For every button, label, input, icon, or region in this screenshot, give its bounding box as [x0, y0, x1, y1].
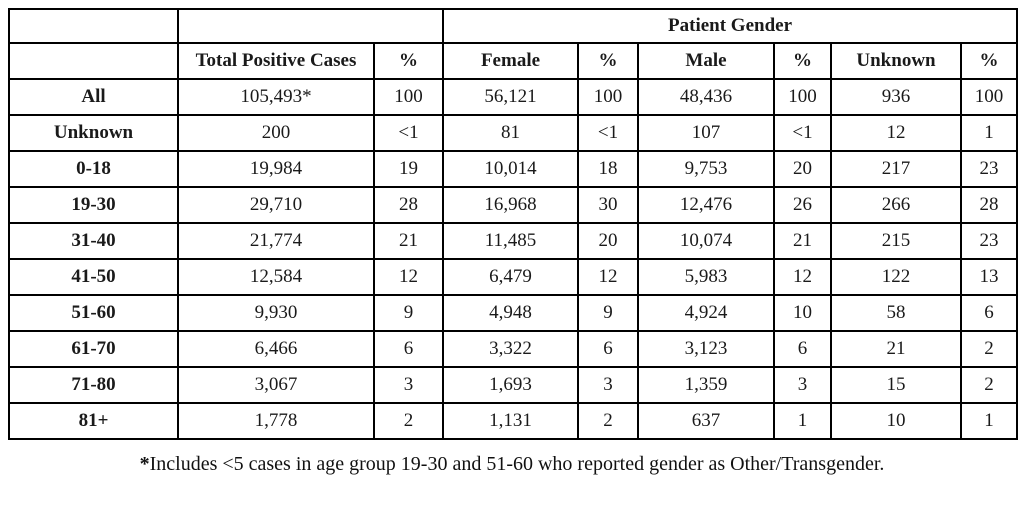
group-header-row: [9, 9, 1017, 43]
data-cell: 6: [961, 295, 1017, 331]
data-cell: 2: [374, 403, 443, 439]
data-cell: 6: [774, 331, 831, 367]
data-cell: 3,123: [638, 331, 774, 367]
col-header-male: Male: [638, 43, 774, 79]
table-row-19-30: [9, 187, 1017, 223]
data-cell: 29,710: [178, 187, 374, 223]
data-cell: 6: [374, 331, 443, 367]
row-label: 31-40: [9, 223, 178, 259]
data-cell: 10: [774, 295, 831, 331]
data-cell: 9: [578, 295, 638, 331]
data-cell: 1,778: [178, 403, 374, 439]
data-cell: 19: [374, 151, 443, 187]
col-header-unknown-pct: %: [961, 43, 1017, 79]
corner-cell-total: [178, 9, 443, 43]
col-header-male-pct: %: [774, 43, 831, 79]
data-cell: 3: [374, 367, 443, 403]
row-label: All: [9, 79, 178, 115]
data-cell: 6,479: [443, 259, 578, 295]
data-cell: 56,121: [443, 79, 578, 115]
footnote-text: Includes <5 cases in age group 19-30 and 51-60 who reported gender as Other/Transgender.: [149, 453, 885, 475]
data-cell: 9: [374, 295, 443, 331]
data-cell: 21: [774, 223, 831, 259]
data-cell: 3,322: [443, 331, 578, 367]
data-cell: 1: [774, 403, 831, 439]
table-row-61-70: [9, 331, 1017, 367]
row-label: Unknown: [9, 115, 178, 151]
data-cell: 100: [578, 79, 638, 115]
data-cell: 266: [831, 187, 961, 223]
data-cell: 81: [443, 115, 578, 151]
data-cell: 18: [578, 151, 638, 187]
data-cell: 12: [578, 259, 638, 295]
data-cell: 20: [774, 151, 831, 187]
data-cell: 12: [374, 259, 443, 295]
data-cell: 3: [774, 367, 831, 403]
table-row-81plus: [9, 403, 1017, 439]
data-cell: 13: [961, 259, 1017, 295]
col-header-unknown: Unknown: [831, 43, 961, 79]
data-cell: 10,014: [443, 151, 578, 187]
data-cell: 12: [831, 115, 961, 151]
data-cell: 30: [578, 187, 638, 223]
data-cell: 12,476: [638, 187, 774, 223]
data-cell: 6: [578, 331, 638, 367]
data-cell: 2: [961, 367, 1017, 403]
column-header-row: [9, 43, 1017, 79]
data-cell: 21,774: [178, 223, 374, 259]
data-cell: 15: [831, 367, 961, 403]
table-row-71-80: [9, 367, 1017, 403]
data-cell: 100: [774, 79, 831, 115]
data-cell: 3,067: [178, 367, 374, 403]
data-cell: 217: [831, 151, 961, 187]
row-label: 41-50: [9, 259, 178, 295]
data-cell: 21: [831, 331, 961, 367]
data-cell: 9,930: [178, 295, 374, 331]
table-row-41-50: [9, 259, 1017, 295]
data-cell: 58: [831, 295, 961, 331]
data-cell: 2: [961, 331, 1017, 367]
data-cell: 215: [831, 223, 961, 259]
data-cell: 12: [774, 259, 831, 295]
data-cell: 100: [374, 79, 443, 115]
data-cell: 637: [638, 403, 774, 439]
document-page: [0, 8, 1024, 527]
col-header-total-positive-cases: Total Positive Cases: [178, 43, 374, 79]
data-cell: 107: [638, 115, 774, 151]
data-cell: 122: [831, 259, 961, 295]
data-cell: 26: [774, 187, 831, 223]
data-cell: 4,924: [638, 295, 774, 331]
data-cell: 5,983: [638, 259, 774, 295]
data-cell: 21: [374, 223, 443, 259]
data-cell: <1: [774, 115, 831, 151]
data-cell: 48,436: [638, 79, 774, 115]
col-header-total-pct: %: [374, 43, 443, 79]
data-cell: 3: [578, 367, 638, 403]
table-row-0-18: [9, 151, 1017, 187]
table-row-unknown: [9, 115, 1017, 151]
row-label: 61-70: [9, 331, 178, 367]
data-cell: 23: [961, 223, 1017, 259]
data-cell: 10,074: [638, 223, 774, 259]
footnote: [0, 453, 1024, 476]
table-row-all: [9, 79, 1017, 115]
data-cell: 1: [961, 403, 1017, 439]
col-header-rowlabel: [9, 43, 178, 79]
data-cell: 23: [961, 151, 1017, 187]
data-cell: 1: [961, 115, 1017, 151]
data-cell: 4,948: [443, 295, 578, 331]
row-label: 71-80: [9, 367, 178, 403]
data-cell: 28: [374, 187, 443, 223]
data-cell: 100: [961, 79, 1017, 115]
data-cell: 16,968: [443, 187, 578, 223]
row-label: 0-18: [9, 151, 178, 187]
positive-cases-by-age-and-gender-table: [8, 8, 1018, 440]
data-cell: <1: [374, 115, 443, 151]
data-cell: 105,493*: [178, 79, 374, 115]
col-header-female: Female: [443, 43, 578, 79]
col-header-female-pct: %: [578, 43, 638, 79]
row-label: 81+: [9, 403, 178, 439]
data-cell: 28: [961, 187, 1017, 223]
table-row-31-40: [9, 223, 1017, 259]
data-cell: 11,485: [443, 223, 578, 259]
data-cell: 6,466: [178, 331, 374, 367]
data-cell: 1,359: [638, 367, 774, 403]
corner-cell-left: [9, 9, 178, 43]
patient-gender-group-header: Patient Gender: [443, 9, 1017, 43]
row-label: 19-30: [9, 187, 178, 223]
data-cell: 12,584: [178, 259, 374, 295]
data-cell: 10: [831, 403, 961, 439]
data-cell: 936: [831, 79, 961, 115]
footnote-asterisk: *: [139, 453, 150, 475]
row-label: 51-60: [9, 295, 178, 331]
data-cell: <1: [578, 115, 638, 151]
data-cell: 1,131: [443, 403, 578, 439]
data-cell: 9,753: [638, 151, 774, 187]
data-cell: 2: [578, 403, 638, 439]
table-row-51-60: [9, 295, 1017, 331]
data-cell: 19,984: [178, 151, 374, 187]
data-cell: 1,693: [443, 367, 578, 403]
data-cell: 20: [578, 223, 638, 259]
data-cell: 200: [178, 115, 374, 151]
